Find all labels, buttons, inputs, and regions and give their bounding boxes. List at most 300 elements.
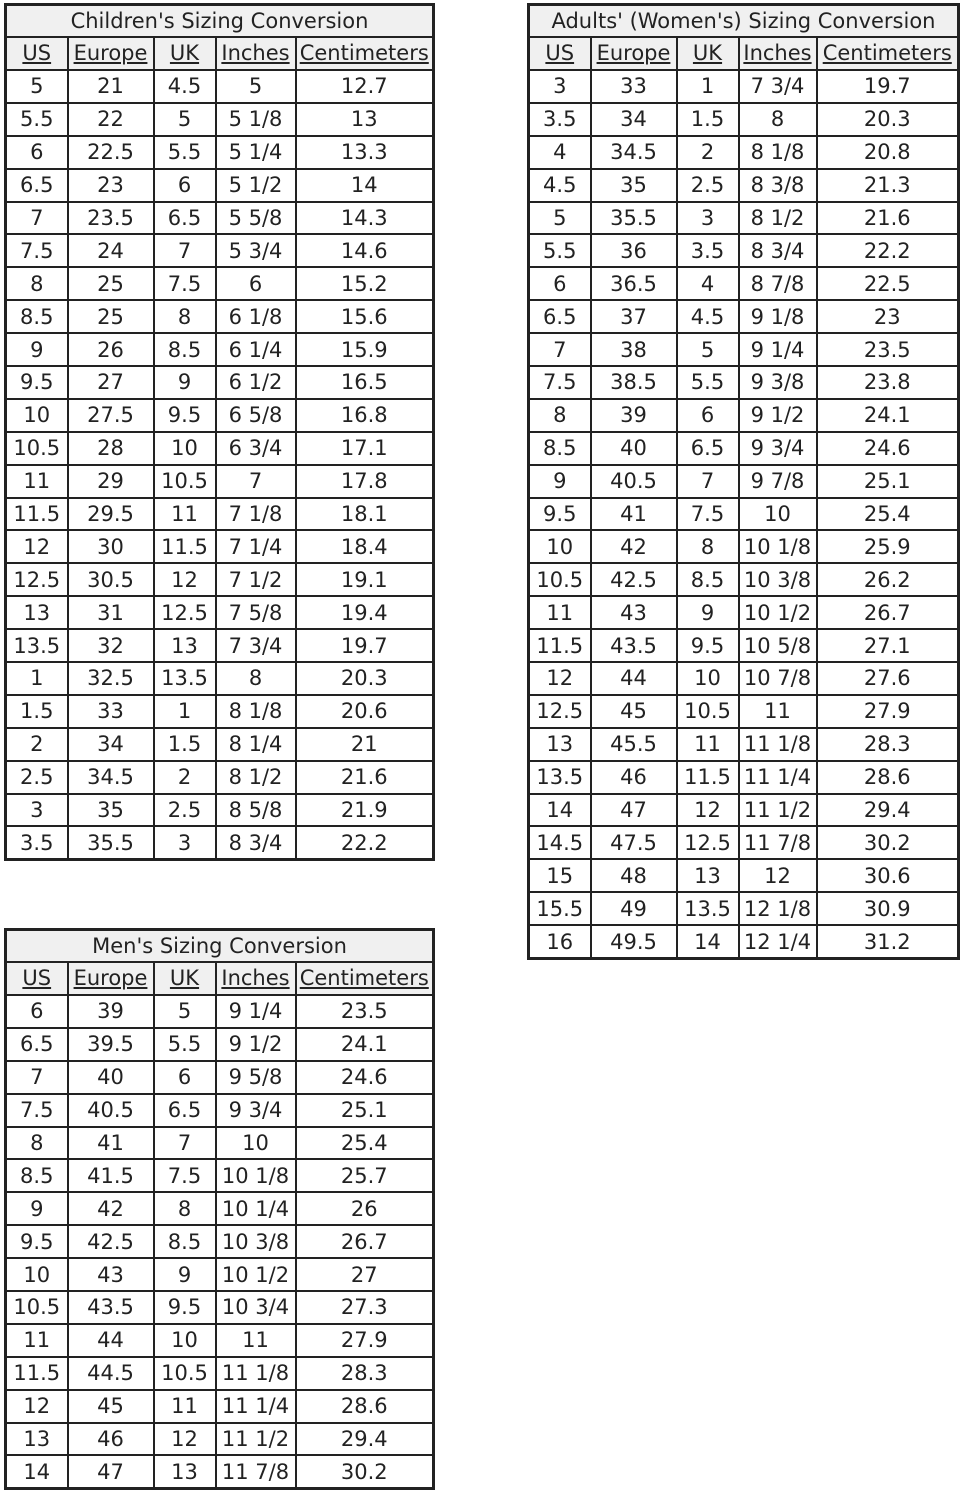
column-header-us: US <box>6 37 68 70</box>
cell-us: 3 <box>529 70 591 103</box>
cell-uk: 6.5 <box>677 432 739 465</box>
cell-centimeters: 17.8 <box>296 465 434 498</box>
cell-inches: 11 7/8 <box>739 826 817 859</box>
cell-centimeters: 28.6 <box>817 761 959 794</box>
table-row <box>6 103 434 136</box>
cell-us: 1.5 <box>6 695 68 728</box>
cell-inches: 8 3/8 <box>739 169 817 202</box>
table-row <box>529 530 959 563</box>
cell-uk: 7 <box>677 465 739 498</box>
table-row <box>529 925 959 958</box>
table-row <box>6 1225 434 1258</box>
cell-centimeters: 13.3 <box>296 136 434 169</box>
cell-europe: 48 <box>591 859 677 892</box>
cell-europe: 25 <box>68 300 154 333</box>
cell-centimeters: 19.7 <box>296 629 434 662</box>
cell-centimeters: 25.7 <box>296 1159 434 1192</box>
cell-inches: 8 1/8 <box>739 136 817 169</box>
cell-uk: 6.5 <box>154 202 216 235</box>
cell-europe: 47.5 <box>591 826 677 859</box>
cell-europe: 35.5 <box>68 826 154 859</box>
cell-inches: 11 1/8 <box>216 1357 296 1390</box>
table-title: Adults' (Women's) Sizing Conversion <box>529 5 959 38</box>
cell-centimeters: 20.3 <box>296 662 434 695</box>
table-row <box>529 859 959 892</box>
cell-europe: 33 <box>68 695 154 728</box>
table-row <box>529 629 959 662</box>
column-header-inches: Inches <box>216 962 296 995</box>
cell-us: 9 <box>6 333 68 366</box>
cell-europe: 49 <box>591 892 677 925</box>
cell-europe: 41 <box>591 498 677 531</box>
cell-europe: 35.5 <box>591 202 677 235</box>
column-header-centimeters: Centimeters <box>296 37 434 70</box>
cell-centimeters: 31.2 <box>817 925 959 958</box>
cell-uk: 5 <box>677 333 739 366</box>
table-row <box>6 695 434 728</box>
cell-uk: 4.5 <box>154 70 216 103</box>
cell-us: 11.5 <box>6 498 68 531</box>
cell-inches: 6 1/4 <box>216 333 296 366</box>
cell-us: 6.5 <box>529 300 591 333</box>
cell-inches: 9 1/2 <box>739 399 817 432</box>
cell-inches: 5 1/8 <box>216 103 296 136</box>
cell-us: 10.5 <box>529 563 591 596</box>
table-row <box>529 563 959 596</box>
cell-uk: 13 <box>154 1455 216 1488</box>
column-header-uk: UK <box>154 962 216 995</box>
cell-europe: 40.5 <box>68 1094 154 1127</box>
cell-europe: 26 <box>68 333 154 366</box>
cell-us: 15 <box>529 859 591 892</box>
cell-inches: 8 <box>739 103 817 136</box>
cell-uk: 2.5 <box>677 169 739 202</box>
cell-europe: 23 <box>68 169 154 202</box>
cell-inches: 12 1/8 <box>739 892 817 925</box>
cell-uk: 11 <box>154 498 216 531</box>
cell-centimeters: 27.1 <box>817 629 959 662</box>
cell-us: 14.5 <box>529 826 591 859</box>
cell-us: 5 <box>529 202 591 235</box>
cell-inches: 8 7/8 <box>739 267 817 300</box>
cell-europe: 45 <box>591 695 677 728</box>
cell-centimeters: 28.6 <box>296 1390 434 1423</box>
table-row <box>6 169 434 202</box>
cell-us: 5 <box>6 70 68 103</box>
cell-centimeters: 12.7 <box>296 70 434 103</box>
table-row <box>529 333 959 366</box>
cell-europe: 35 <box>591 169 677 202</box>
cell-centimeters: 29.4 <box>296 1423 434 1456</box>
table-title-row <box>529 5 959 38</box>
table-row <box>6 1028 434 1061</box>
table-row <box>6 794 434 827</box>
table-row <box>6 1258 434 1291</box>
cell-europe: 47 <box>591 794 677 827</box>
cell-uk: 10.5 <box>154 465 216 498</box>
cell-uk: 2 <box>154 761 216 794</box>
cell-centimeters: 28.3 <box>817 728 959 761</box>
cell-us: 8 <box>6 267 68 300</box>
cell-centimeters: 30.6 <box>817 859 959 892</box>
cell-uk: 13 <box>677 859 739 892</box>
cell-europe: 33 <box>591 70 677 103</box>
column-header-us: US <box>6 962 68 995</box>
table-row <box>529 465 959 498</box>
cell-europe: 38 <box>591 333 677 366</box>
cell-us: 13 <box>6 596 68 629</box>
table-row <box>6 399 434 432</box>
cell-us: 8 <box>529 399 591 432</box>
cell-inches: 6 5/8 <box>216 399 296 432</box>
cell-europe: 43 <box>591 596 677 629</box>
cell-uk: 8 <box>677 530 739 563</box>
cell-centimeters: 25.4 <box>817 498 959 531</box>
cell-uk: 11.5 <box>154 530 216 563</box>
cell-inches: 8 <box>216 662 296 695</box>
cell-centimeters: 30.9 <box>817 892 959 925</box>
column-header-uk: UK <box>154 37 216 70</box>
column-header-europe: Europe <box>591 37 677 70</box>
cell-uk: 5.5 <box>154 136 216 169</box>
cell-europe: 42 <box>68 1192 154 1225</box>
cell-uk: 3 <box>154 826 216 859</box>
cell-europe: 30.5 <box>68 563 154 596</box>
cell-inches: 8 1/2 <box>739 202 817 235</box>
cell-uk: 3 <box>677 202 739 235</box>
cell-uk: 9.5 <box>154 1291 216 1324</box>
cell-inches: 9 3/8 <box>739 366 817 399</box>
table-row <box>6 629 434 662</box>
table-row <box>6 761 434 794</box>
cell-europe: 42.5 <box>591 563 677 596</box>
table-row <box>6 1094 434 1127</box>
column-header-row <box>529 37 959 70</box>
cell-europe: 21 <box>68 70 154 103</box>
table-body <box>529 70 959 959</box>
cell-inches: 10 3/8 <box>216 1225 296 1258</box>
cell-inches: 8 1/8 <box>216 695 296 728</box>
cell-centimeters: 18.1 <box>296 498 434 531</box>
column-header-inches: Inches <box>739 37 817 70</box>
cell-us: 14 <box>6 1455 68 1488</box>
cell-us: 12 <box>6 530 68 563</box>
cell-europe: 40.5 <box>591 465 677 498</box>
cell-uk: 4.5 <box>677 300 739 333</box>
table-row <box>529 432 959 465</box>
table-body <box>6 70 434 860</box>
table-row <box>6 202 434 235</box>
cell-centimeters: 13 <box>296 103 434 136</box>
table-row <box>6 366 434 399</box>
cell-inches: 7 3/4 <box>216 629 296 662</box>
cell-europe: 32 <box>68 629 154 662</box>
cell-europe: 24 <box>68 234 154 267</box>
cell-centimeters: 25.1 <box>296 1094 434 1127</box>
cell-uk: 12.5 <box>154 596 216 629</box>
cell-us: 12 <box>6 1390 68 1423</box>
cell-centimeters: 22.2 <box>296 826 434 859</box>
cell-uk: 10.5 <box>154 1357 216 1390</box>
cell-us: 7 <box>6 1061 68 1094</box>
cell-uk: 7.5 <box>677 498 739 531</box>
cell-europe: 27 <box>68 366 154 399</box>
cell-inches: 7 1/2 <box>216 563 296 596</box>
cell-centimeters: 14 <box>296 169 434 202</box>
cell-us: 13 <box>529 728 591 761</box>
column-header-europe: Europe <box>68 962 154 995</box>
cell-uk: 2 <box>677 136 739 169</box>
cell-us: 10 <box>6 1258 68 1291</box>
column-header-europe: Europe <box>68 37 154 70</box>
table-row <box>529 103 959 136</box>
cell-us: 12.5 <box>529 695 591 728</box>
cell-us: 9 <box>6 1192 68 1225</box>
cell-centimeters: 26.2 <box>817 563 959 596</box>
column-header-centimeters: Centimeters <box>817 37 959 70</box>
cell-us: 9.5 <box>529 498 591 531</box>
table-row <box>6 465 434 498</box>
cell-centimeters: 25.9 <box>817 530 959 563</box>
cell-uk: 10.5 <box>677 695 739 728</box>
cell-us: 10.5 <box>6 1291 68 1324</box>
cell-inches: 7 3/4 <box>739 70 817 103</box>
cell-europe: 44 <box>591 662 677 695</box>
cell-us: 4 <box>529 136 591 169</box>
cell-inches: 10 3/4 <box>216 1291 296 1324</box>
cell-us: 6.5 <box>6 169 68 202</box>
cell-us: 6 <box>6 136 68 169</box>
cell-uk: 5.5 <box>677 366 739 399</box>
cell-inches: 9 1/8 <box>739 300 817 333</box>
cell-uk: 11.5 <box>677 761 739 794</box>
cell-inches: 5 <box>216 70 296 103</box>
cell-inches: 11 7/8 <box>216 1455 296 1488</box>
cell-uk: 10 <box>154 432 216 465</box>
cell-us: 4.5 <box>529 169 591 202</box>
table-row <box>6 70 434 103</box>
cell-europe: 29 <box>68 465 154 498</box>
cell-inches: 7 1/4 <box>216 530 296 563</box>
cell-inches: 5 3/4 <box>216 234 296 267</box>
cell-us: 7.5 <box>6 234 68 267</box>
cell-uk: 7 <box>154 234 216 267</box>
cell-inches: 9 1/2 <box>216 1028 296 1061</box>
cell-uk: 9 <box>154 366 216 399</box>
cell-us: 3.5 <box>6 826 68 859</box>
cell-us: 6.5 <box>6 1028 68 1061</box>
cell-inches: 12 1/4 <box>739 925 817 958</box>
cell-europe: 39 <box>68 995 154 1028</box>
cell-us: 10 <box>529 530 591 563</box>
cell-centimeters: 22.2 <box>817 234 959 267</box>
cell-uk: 5 <box>154 995 216 1028</box>
cell-uk: 5 <box>154 103 216 136</box>
cell-inches: 11 <box>739 695 817 728</box>
cell-inches: 9 5/8 <box>216 1061 296 1094</box>
table-row <box>6 1324 434 1357</box>
cell-centimeters: 26 <box>296 1192 434 1225</box>
cell-us: 16 <box>529 925 591 958</box>
cell-us: 11 <box>6 465 68 498</box>
cell-centimeters: 23.8 <box>817 366 959 399</box>
cell-centimeters: 20.6 <box>296 695 434 728</box>
cell-uk: 12.5 <box>677 826 739 859</box>
cell-europe: 36.5 <box>591 267 677 300</box>
cell-us: 8.5 <box>6 1159 68 1192</box>
cell-uk: 6 <box>154 1061 216 1094</box>
cell-uk: 12 <box>154 563 216 596</box>
cell-us: 13.5 <box>529 761 591 794</box>
cell-us: 13.5 <box>6 629 68 662</box>
cell-europe: 46 <box>68 1423 154 1456</box>
cell-inches: 10 5/8 <box>739 629 817 662</box>
cell-inches: 8 3/4 <box>216 826 296 859</box>
cell-europe: 45 <box>68 1390 154 1423</box>
cell-uk: 10 <box>677 662 739 695</box>
cell-europe: 22 <box>68 103 154 136</box>
table-row <box>6 662 434 695</box>
table-row <box>529 234 959 267</box>
cell-us: 9 <box>529 465 591 498</box>
cell-uk: 1 <box>677 70 739 103</box>
column-header-row <box>6 37 434 70</box>
cell-us: 7 <box>529 333 591 366</box>
cell-europe: 41.5 <box>68 1159 154 1192</box>
table-row <box>6 1061 434 1094</box>
cell-centimeters: 21 <box>296 728 434 761</box>
table-row <box>529 169 959 202</box>
column-header-centimeters: Centimeters <box>296 962 434 995</box>
cell-inches: 9 3/4 <box>216 1094 296 1127</box>
cell-inches: 5 1/4 <box>216 136 296 169</box>
cell-centimeters: 19.1 <box>296 563 434 596</box>
cell-inches: 11 1/2 <box>739 794 817 827</box>
cell-centimeters: 21.6 <box>296 761 434 794</box>
cell-centimeters: 27.9 <box>817 695 959 728</box>
table-title: Men's Sizing Conversion <box>6 930 434 963</box>
cell-europe: 39.5 <box>68 1028 154 1061</box>
cell-centimeters: 24.6 <box>817 432 959 465</box>
cell-us: 8 <box>6 1127 68 1160</box>
cell-centimeters: 24.6 <box>296 1061 434 1094</box>
column-header-row <box>6 962 434 995</box>
table-row <box>529 267 959 300</box>
cell-us: 12 <box>529 662 591 695</box>
table-row <box>6 995 434 1028</box>
cell-centimeters: 14.6 <box>296 234 434 267</box>
cell-inches: 6 3/4 <box>216 432 296 465</box>
cell-europe: 46 <box>591 761 677 794</box>
cell-centimeters: 17.1 <box>296 432 434 465</box>
table-row <box>529 136 959 169</box>
table-row <box>6 234 434 267</box>
cell-inches: 7 <box>216 465 296 498</box>
cell-us: 8.5 <box>529 432 591 465</box>
cell-us: 12.5 <box>6 563 68 596</box>
table-row <box>6 1127 434 1160</box>
cell-europe: 30 <box>68 530 154 563</box>
cell-centimeters: 21.3 <box>817 169 959 202</box>
cell-us: 10.5 <box>6 432 68 465</box>
cell-uk: 13.5 <box>677 892 739 925</box>
table-row <box>6 1192 434 1225</box>
cell-us: 5.5 <box>529 234 591 267</box>
table-row <box>529 662 959 695</box>
cell-europe: 23.5 <box>68 202 154 235</box>
cell-centimeters: 16.5 <box>296 366 434 399</box>
cell-uk: 13.5 <box>154 662 216 695</box>
cell-centimeters: 27 <box>296 1258 434 1291</box>
cell-uk: 11 <box>677 728 739 761</box>
cell-europe: 44 <box>68 1324 154 1357</box>
cell-us: 11 <box>529 596 591 629</box>
cell-europe: 42 <box>591 530 677 563</box>
cell-europe: 45.5 <box>591 728 677 761</box>
cell-inches: 10 1/8 <box>739 530 817 563</box>
cell-inches: 9 1/4 <box>739 333 817 366</box>
cell-uk: 5.5 <box>154 1028 216 1061</box>
cell-inches: 11 <box>216 1324 296 1357</box>
table-row <box>529 695 959 728</box>
table-row <box>6 498 434 531</box>
table-row <box>6 1291 434 1324</box>
table-title-row <box>6 930 434 963</box>
cell-europe: 34 <box>591 103 677 136</box>
cell-centimeters: 15.9 <box>296 333 434 366</box>
cell-europe: 39 <box>591 399 677 432</box>
cell-inches: 7 1/8 <box>216 498 296 531</box>
cell-uk: 9 <box>154 1258 216 1291</box>
column-header-uk: UK <box>677 37 739 70</box>
cell-inches: 10 1/2 <box>216 1258 296 1291</box>
cell-inches: 6 1/8 <box>216 300 296 333</box>
children-sizing-table <box>4 3 435 861</box>
cell-uk: 14 <box>677 925 739 958</box>
cell-europe: 44.5 <box>68 1357 154 1390</box>
cell-centimeters: 29.4 <box>817 794 959 827</box>
women-sizing-table <box>527 3 960 960</box>
cell-europe: 42.5 <box>68 1225 154 1258</box>
cell-centimeters: 24.1 <box>296 1028 434 1061</box>
cell-europe: 28 <box>68 432 154 465</box>
cell-europe: 35 <box>68 794 154 827</box>
cell-europe: 32.5 <box>68 662 154 695</box>
cell-europe: 47 <box>68 1455 154 1488</box>
cell-us: 5.5 <box>6 103 68 136</box>
cell-uk: 13 <box>154 629 216 662</box>
table-row <box>529 728 959 761</box>
cell-uk: 9.5 <box>677 629 739 662</box>
cell-uk: 6 <box>154 169 216 202</box>
cell-centimeters: 23.5 <box>296 995 434 1028</box>
table-row <box>529 70 959 103</box>
cell-inches: 8 5/8 <box>216 794 296 827</box>
cell-inches: 7 5/8 <box>216 596 296 629</box>
table-row <box>6 267 434 300</box>
table-row <box>6 826 434 859</box>
cell-inches: 8 1/2 <box>216 761 296 794</box>
cell-inches: 10 <box>739 498 817 531</box>
cell-europe: 43.5 <box>68 1291 154 1324</box>
cell-europe: 31 <box>68 596 154 629</box>
column-header-inches: Inches <box>216 37 296 70</box>
table-row <box>529 399 959 432</box>
cell-us: 2 <box>6 728 68 761</box>
cell-centimeters: 27.3 <box>296 1291 434 1324</box>
cell-inches: 9 1/4 <box>216 995 296 1028</box>
cell-us: 6 <box>6 995 68 1028</box>
